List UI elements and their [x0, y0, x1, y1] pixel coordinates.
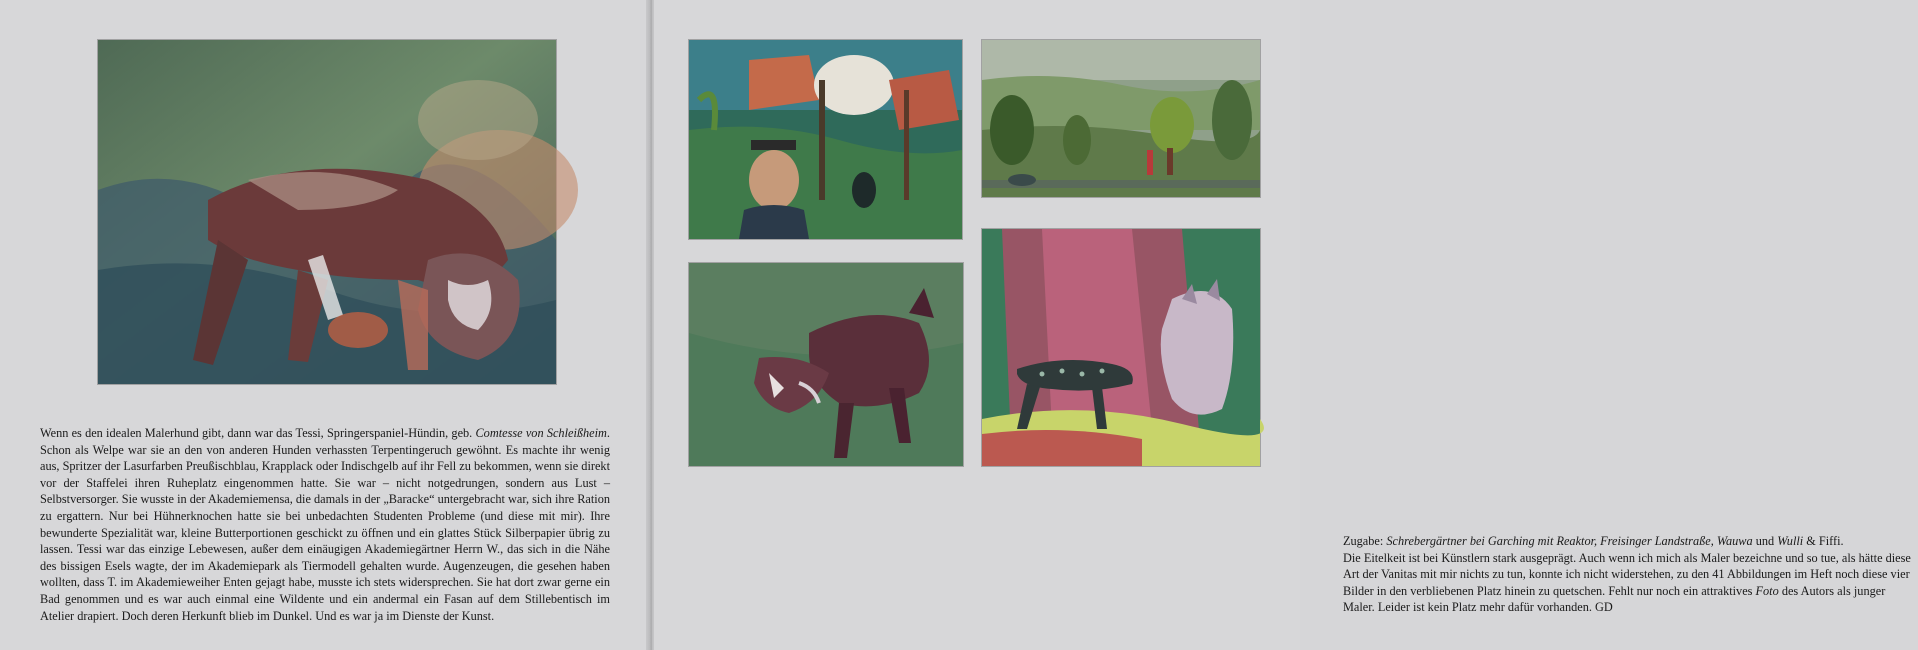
- painting-freisinger-landstrasse: [982, 40, 1260, 197]
- zugabe-titles-italic: Schrebergärtner bei Garching mit Reaktor, Freisinger Landstraße, Wauwa: [1386, 534, 1753, 548]
- painting-wulli-fiffi: [982, 229, 1260, 466]
- left-page: [0, 0, 648, 650]
- painting-wauwa: [689, 263, 963, 466]
- spaniel-caption-paragraph: [40, 425, 610, 624]
- zugabe-label: Zugabe:: [1343, 534, 1387, 548]
- zugabe-caption-paragraph: [1343, 533, 1918, 616]
- zugabe-fiffi: & Fiffi.: [1803, 534, 1844, 548]
- painting-spaniel-tessi: [98, 40, 556, 384]
- caption-intro: Wenn es den idealen Malerhund gibt, dann war das Tessi, Springerspaniel-Hündin, geb.: [40, 426, 473, 440]
- zugabe-body-b: des Autors als junger Maler. Leider ist kein Platz mehr dafür vorhanden. GD: [1343, 583, 1886, 615]
- zugabe-caption: [1343, 533, 1918, 616]
- zugabe-foto-italic: Foto: [1755, 583, 1779, 598]
- zugabe-title-wulli: Wulli: [1777, 534, 1804, 548]
- zugabe-und: und: [1752, 534, 1778, 548]
- caption-body: . Schon als Welpe war sie an den von anderen Hunden verhassten Terpentingeruch gewöhnt. Es machte ihr wenig aus, Spritzer der Lasurfarben Preußischblau, Krapplack oder Indischgelb auf ihr Fell zu bekommen, wenn sie direkt vor der Staffelei ihren Ruheplatz eingenommen hatte. Sie war – nicht notgedrungen, sondern aus Lust – Selbstversorger. Sie wusste in der Akademiemensa, die damals in der „Baracke“ untergebracht war, sich ihre Ration zu ergattern. Nur bei Hühnerknochen hatte sie bei unbedachten Studenten Probleme (und diese mit mir). Ihre bewunderte Spezialität war, kleine Butterportionen geschickt zu öffnen und ein glattes Stück Silberpapier übrig zu lassen. Tessi war das einzige Lebewesen, außer dem einäugigen Akademiegärtner Herrn W., das sich in die Nähe des bissigen Esels wagte, der im Akademiepark als Tiermodell gehalten wurde. Augenzeugen, die gesehen haben wollten, dass T. im Akademieweiher Enten gejagt habe, musste ich stets widersprechen. Sie hat dort zwar gerne ein Bad genommen und es war auch einmal eine Wildente und ein andermal ein Fasan auf dem Stillebentisch im Atelier drapiert. Doch deren Herkunft blieb im Dunkel. Und es war ja im Dienste der Kunst.: [40, 426, 610, 623]
- zugabe-body-a: Die Eitelkeit ist bei Künstlern stark ausgeprägt. Auch wenn ich mich als Maler bezeichne und so tue, als hätte diese Art der Vanitas mit mir nichts zu tun, konnte ich nicht widerstehen, zu den 41 Abbildungen im Heft noch diese vier Bilder in den verbliebenen Platz hinein zu quetschen. Fehlt nur noch ein attraktives: [1343, 550, 1911, 598]
- painting-schrebergaertner: [689, 40, 962, 239]
- caption-name-italic: Comtesse von Schleißheim: [475, 426, 607, 440]
- spaniel-caption: [40, 425, 610, 624]
